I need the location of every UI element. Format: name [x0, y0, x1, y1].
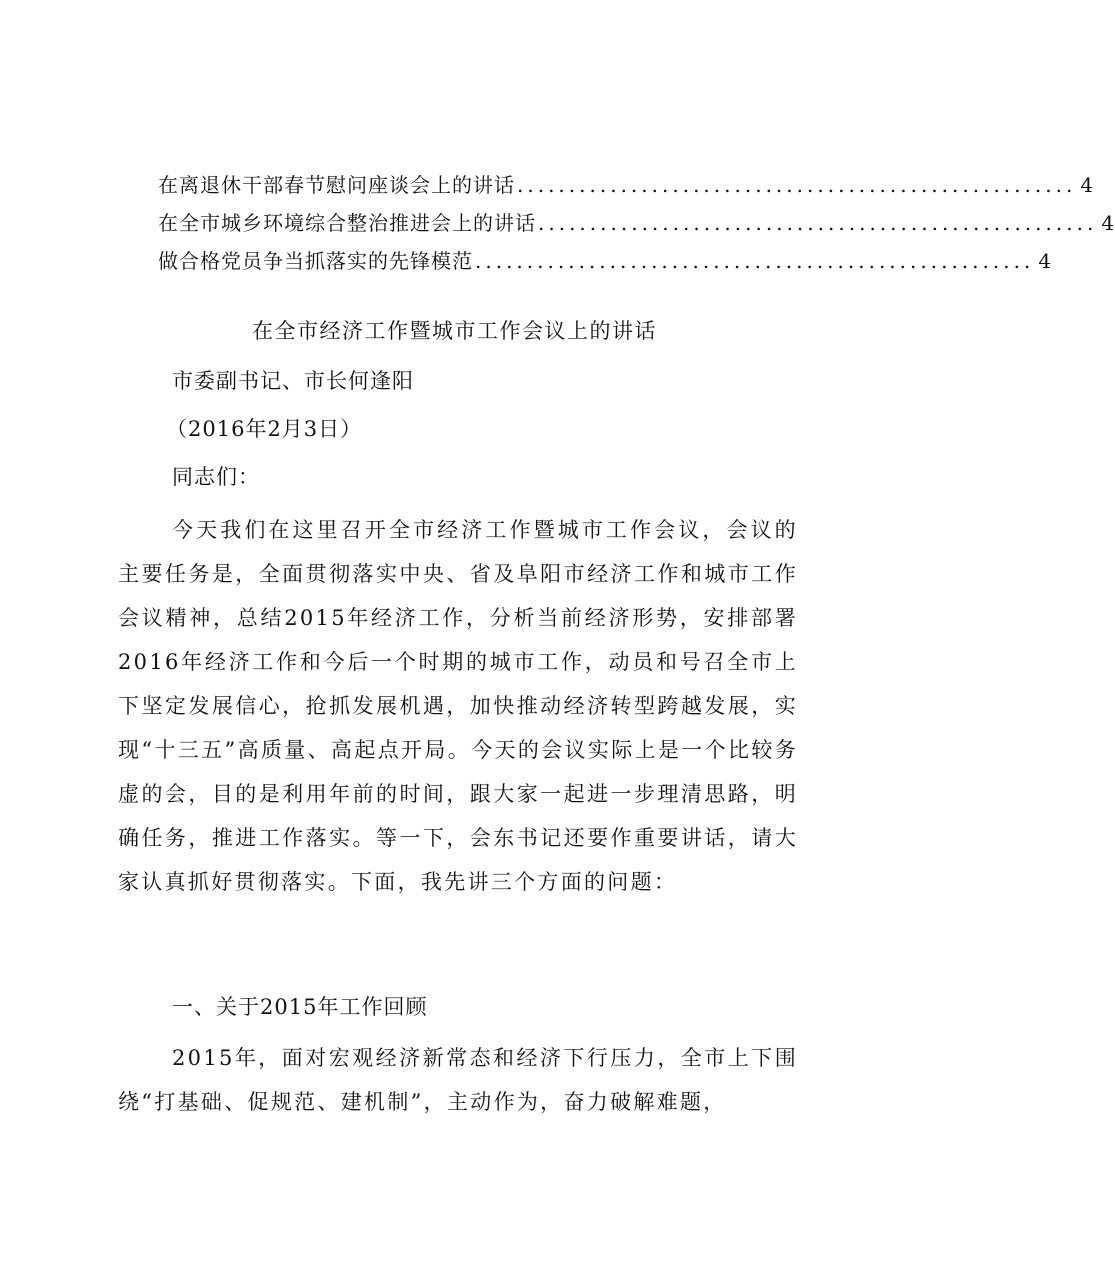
- section-heading: 一、关于2015年工作回顾: [172, 995, 428, 1019]
- toc-entry[interactable]: [158, 166, 1095, 204]
- toc-leader-dots: ......................................................: [517, 173, 1077, 197]
- toc-entry-title: 在全市城乡环境综合整治推进会上的讲话: [158, 211, 536, 235]
- toc-entry-title: 做合格党员争当抓落实的先锋模范: [158, 249, 473, 273]
- toc-entry[interactable]: [158, 242, 1053, 280]
- body-paragraph: 今天我们在这里召开全市经济工作暨城市工作会议，会议的主要任务是，全面贯彻落实中央、省及阜阳市经济工作和城市工作会议精神，总结2015年经济工作，分析当前经济形势，安排部署2016年经济工作和今后一个时期的城市工作，动员和号召全市上下坚定发展信心，抢抓发展机遇，加快推动经济转型跨越发展，实现“十三五”高质量、高起点开局。今天的会议实际上是一个比较务虚的会，目的是利用年前的时间，跟大家一起进一步理清思路，明确任务，推进工作落实。等一下，会东书记还要作重要讲话，请大家认真抓好贯彻落实。下面，我先讲三个方面的问题：: [118, 518, 798, 894]
- table-of-contents: [158, 166, 1115, 280]
- toc-entry-page: 4: [1101, 211, 1115, 235]
- toc-entry-page: 4: [1080, 173, 1095, 197]
- speaker-line: 市委副书记、市长何逢阳: [172, 369, 414, 393]
- speech-title: 在全市经济工作暨城市工作会议上的讲话: [252, 319, 657, 343]
- toc-entry[interactable]: [158, 204, 1115, 242]
- speech-date: （2016年2月3日）: [166, 417, 363, 441]
- toc-entry-title: 在离退休干部春节慰问座谈会上的讲话: [158, 173, 515, 197]
- toc-leader-dots: ......................................................: [538, 211, 1098, 235]
- toc-entry-page: 4: [1038, 249, 1053, 273]
- toc-leader-dots: ......................................................: [475, 249, 1035, 273]
- salutation: 同志们：: [172, 465, 260, 489]
- body-paragraph: 2015年，面对宏观经济新常态和经济下行压力，全市上下围绕“打基础、促规范、建机制”，主动作为，奋力破解难题，: [118, 1046, 798, 1114]
